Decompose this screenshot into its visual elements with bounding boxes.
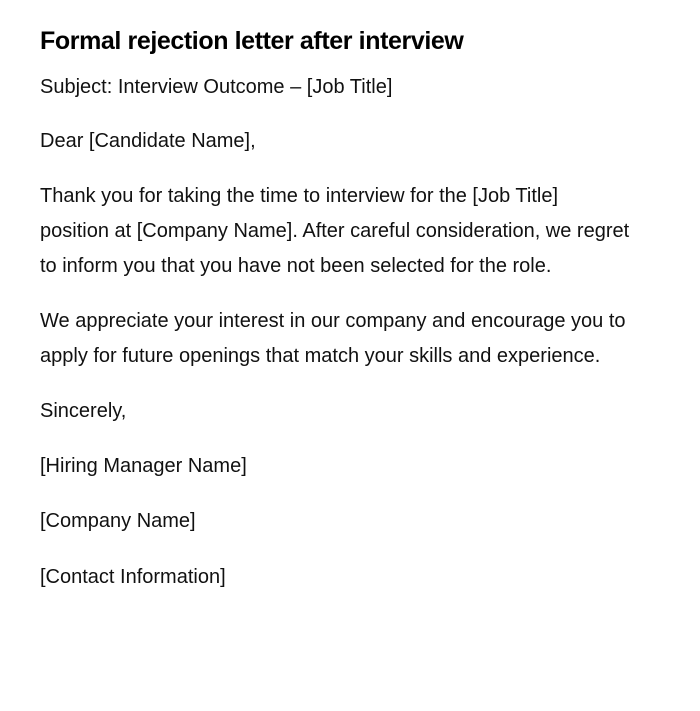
signature-company: [Company Name] [40, 510, 196, 533]
page-title: Formal rejection letter after interview [40, 27, 464, 55]
subject-line: Subject: Interview Outcome – [Job Title] [40, 75, 393, 98]
body-paragraph-2: We appreciate your interest in our company and encourage you to apply for future openings that match your skills and experience. [40, 310, 626, 368]
signature-contact: [Contact Information] [40, 565, 226, 588]
body-paragraph-1: Thank you for taking the time to interview for the [Job Title] position at [Company Name]. After careful consideration, we regret to inform you that you have not been selected for the role. [40, 184, 630, 278]
signature-name: [Hiring Manager Name] [40, 455, 247, 478]
closing: Sincerely, [40, 399, 127, 422]
greeting: Dear [Candidate Name], [40, 130, 256, 153]
